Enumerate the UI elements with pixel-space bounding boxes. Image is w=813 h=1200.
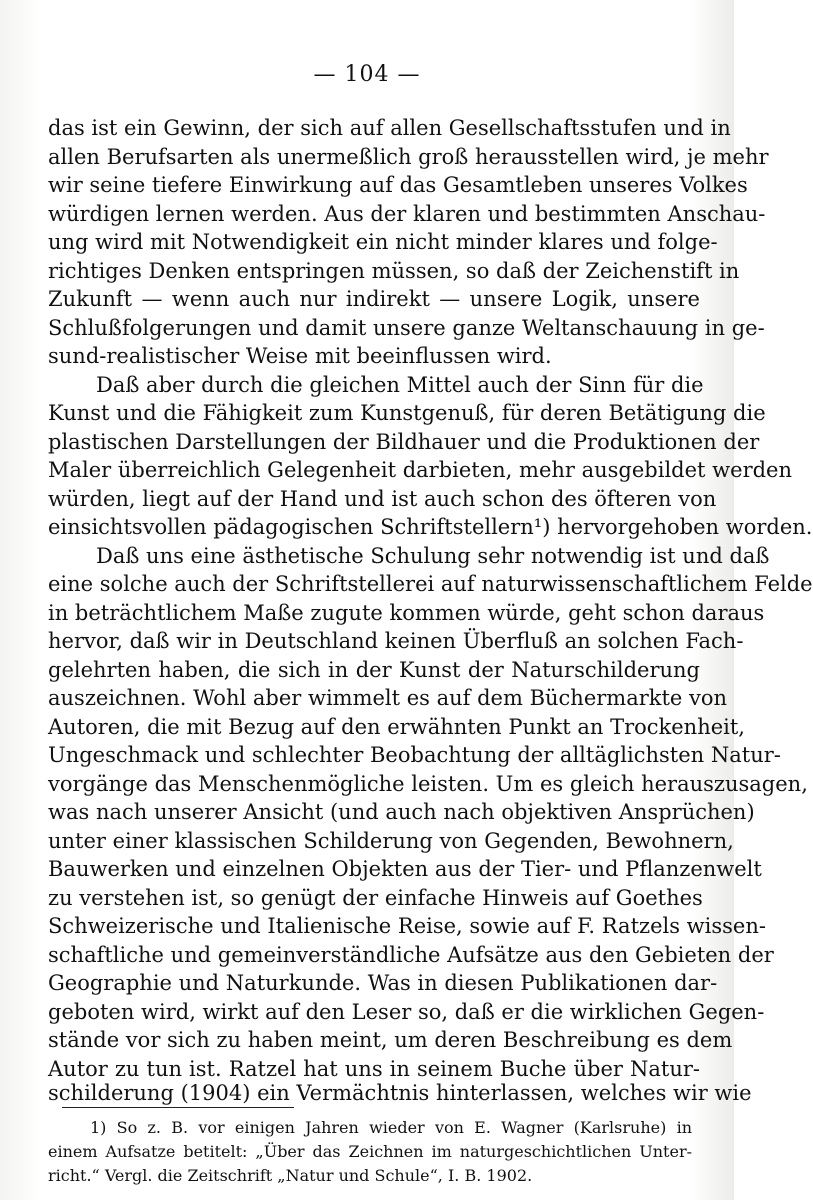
body-line: sund-realistischer Weise mit beeinflussen wird.: [48, 344, 552, 368]
paragraph-first-line: Daß uns eine ästhetische Schulung sehr notwendig ist und daß: [96, 544, 770, 568]
body-line: das ist ein Gewinn, der sich auf allen Gesellschaftsstufen und in: [48, 116, 731, 140]
body-line: unter einer klassischen Schilderung von Gegenden, Bewohnern,: [48, 829, 734, 853]
body-line: Schlußfolgerungen und damit unsere ganze Weltanschauung in ge-: [48, 316, 765, 340]
body-line: Maler überreichlich Gelegenheit darbieten, mehr ausgebildet werden: [48, 458, 793, 482]
body-line: würdigen lernen werden. Aus der klaren und bestimmten Anschau-: [48, 202, 766, 226]
body-line: auszeichnen. Wohl aber wimmelt es auf dem Büchermarkte von: [48, 686, 728, 710]
body-line: Kunst und die Fähigkeit zum Kunstgenuß, für deren Betätigung die: [48, 401, 766, 425]
body-line: gelehrten haben, die sich in der Kunst der Naturschilderung: [48, 658, 700, 682]
body-line: stände vor sich zu haben meint, um deren Beschreibung es dem: [48, 1028, 733, 1052]
body-line: Ungeschmack und schlechter Beobachtung der alltäglichsten Natur-: [48, 743, 781, 767]
body-line: was nach unserer Ansicht (und auch nach objektiven Ansprüchen): [48, 800, 755, 824]
body-line: Zukunft — wenn auch nur indirekt — unsere Logik, unsere: [48, 287, 700, 311]
body-line: schilderung (1904) ein Vermächtnis hinterlassen, welches wir wie: [48, 1081, 752, 1105]
body-line: geboten wird, wirkt auf den Leser so, daß er die wirklichen Gegen-: [48, 1000, 765, 1024]
body-line: richtiges Denken entspringen müssen, so daß der Zeichenstift in: [48, 259, 740, 283]
body-line: Geographie und Naturkunde. Was in diesen Publikationen dar-: [48, 971, 718, 995]
body-line: hervor, daß wir in Deutschland keinen Überfluß an solchen Fach-: [48, 629, 744, 653]
footnote-line: richt.“ Vergl. die Zeitschrift „Natur und Schule“, I. B. 1902.: [48, 1166, 533, 1185]
body-line: vorgänge das Menschenmögliche leisten. Um es gleich herauszusagen,: [48, 772, 808, 796]
body-line: ung wird mit Notwendigkeit ein nicht minder klares und folge-: [48, 230, 718, 254]
body-line: Autor zu tun ist. Ratzel hat uns in seinem Buche über Natur-: [48, 1057, 700, 1081]
body-line: Bauwerken und einzelnen Objekten aus der Tier- und Pflanzenwelt: [48, 857, 762, 881]
footnote-line: einem Aufsatze betitelt: „Über das Zeichnen im naturgeschichtlichen Unter-: [48, 1142, 692, 1161]
body-line: allen Berufsarten als unermeßlich groß herausstellen wird, je mehr: [48, 145, 769, 169]
footnote-divider: [62, 1107, 294, 1108]
body-line: zu verstehen ist, so genügt der einfache Hinweis auf Goethes: [48, 886, 703, 910]
page-number: — 104 —: [313, 62, 421, 87]
footnote-line: 1) So z. B. vor einigen Jahren wieder von E. Wagner (Karlsruhe) in: [90, 1118, 692, 1137]
body-line: schaftliche und gemeinverständliche Aufsätze aus den Gebieten der: [48, 943, 774, 967]
body-line: eine solche auch der Schriftstellerei auf naturwissenschaftlichem Felde: [48, 572, 813, 596]
body-line: einsichtsvollen pädagogischen Schriftstellern¹) hervorgehoben worden.: [48, 515, 813, 539]
body-line: Autoren, die mit Bezug auf den erwähnten Punkt an Trockenheit,: [48, 715, 745, 739]
body-line: in beträchtlichem Maße zugute kommen würde, geht schon daraus: [48, 601, 765, 625]
body-line: wir seine tiefere Einwirkung auf das Gesamtleben unseres Volkes: [48, 173, 748, 197]
paragraph-first-line: Daß aber durch die gleichen Mittel auch der Sinn für die: [96, 373, 704, 397]
body-line: plastischen Darstellungen der Bildhauer und die Produktionen der: [48, 430, 760, 454]
body-line: würden, liegt auf der Hand und ist auch schon des öfteren von: [48, 487, 717, 511]
body-line: Schweizerische und Italienische Reise, sowie auf F. Ratzels wissen-: [48, 914, 766, 938]
